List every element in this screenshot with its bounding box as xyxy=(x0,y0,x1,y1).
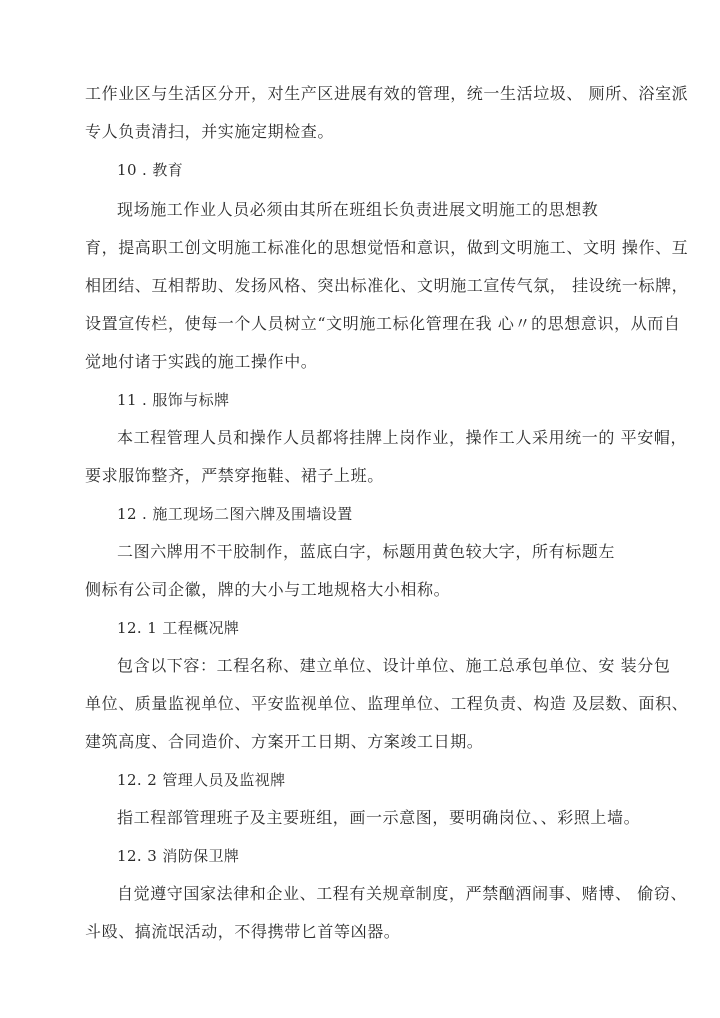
paragraph-line: 单位、质量监视单位、平安监视单位、监理单位、工程负责、构造 及层数、面积、 xyxy=(85,694,689,713)
paragraph-line: 觉地付诸于实践的施工操作中。 xyxy=(85,352,318,371)
paragraph-line: 要求服饰整齐，严禁穿拖鞋、裙子上班。 xyxy=(85,466,384,485)
paragraph-line: 自觉遵守国家法律和企业、工程有关规章制度，严禁酗酒闹事、赌博、 偷窃、 xyxy=(117,884,688,903)
paragraph-line: 工作业区与生活区分开，对生产区进展有效的管理，统一生活垃圾、 厕所、浴室派 xyxy=(85,84,689,103)
section-heading: 11 . 服饰与标牌 xyxy=(117,391,230,409)
paragraph-line: 建筑高度、合同造价、方案开工日期、方案竣工日期。 xyxy=(85,732,484,751)
paragraph-line: 现场施工作业人员必须由其所在班组长负责进展文明施工的思想教 xyxy=(117,200,599,219)
paragraph-line: 专人负责清扫，并实施定期检查。 xyxy=(85,122,335,141)
paragraph-line: 侧标有公司企徽，牌的大小与工地规格大小相称。 xyxy=(85,580,451,599)
subsection-heading: 12. 3 消防保卫牌 xyxy=(117,847,240,865)
section-heading: 12 . 施工现场二图六牌及围墙设置 xyxy=(117,505,353,523)
section-heading: 10 . 教育 xyxy=(117,161,184,179)
subsection-heading: 12. 2 管理人员及监视牌 xyxy=(117,771,286,789)
paragraph-line: 育，提高职工创文明施工标准化的思想觉悟和意识，做到文明施工、文明 操作、互 xyxy=(85,238,689,257)
paragraph-line: 设置宣传栏，使每一个人员树立“文明施工标化管理在我 心〃的思想意识，从而自 xyxy=(85,314,681,333)
subsection-heading: 12. 1 工程概况牌 xyxy=(117,619,240,637)
paragraph-line: 斗殴、搞流氓活动，不得携带匕首等凶器。 xyxy=(85,922,401,941)
paragraph-line: 二图六牌用不干胶制作，蓝底白字，标题用黄色较大字，所有标题左 xyxy=(117,542,616,561)
paragraph-line: 指工程部管理班子及主要班组，画一示意图，要明确岗位、、彩照上墙。 xyxy=(117,808,641,827)
paragraph-line: 相团结、互相帮助、发扬风格、突出标准化、文明施工宣传气氛， 挂设统一标牌， xyxy=(85,276,689,295)
paragraph-line: 本工程管理人员和操作人员都将挂牌上岗作业，操作工人采用统一的 平安帽， xyxy=(117,428,688,447)
paragraph-line: 包含以下容：工程名称、建立单位、设计单位、施工总承包单位、安 装分包 xyxy=(117,656,671,675)
